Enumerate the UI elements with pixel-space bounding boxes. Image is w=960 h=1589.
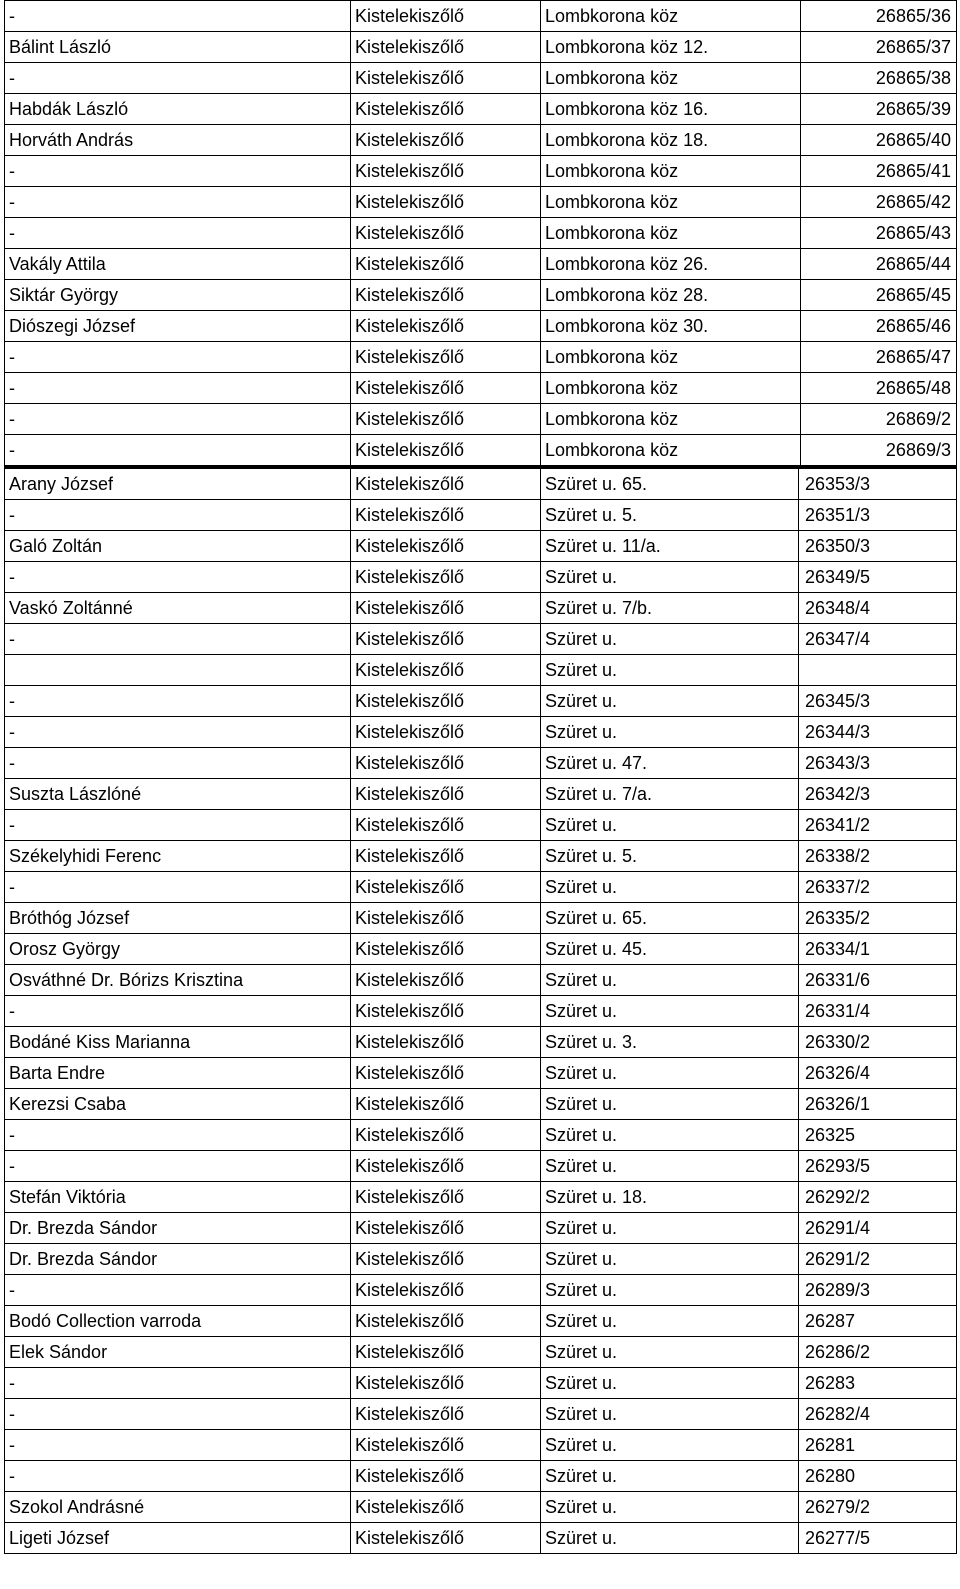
address-cell: Lombkorona köz xyxy=(541,1,801,32)
town-cell: Kistelekiszőlő xyxy=(351,63,541,94)
table-row xyxy=(5,996,957,1027)
parcel-cell: 26865/48 xyxy=(801,373,957,404)
parcel-cell: 26331/4 xyxy=(799,996,957,1027)
table-row xyxy=(5,156,957,187)
address-cell: Szüret u. xyxy=(541,1151,799,1182)
town-cell: Kistelekiszőlő xyxy=(351,1120,541,1151)
address-cell: Szüret u. xyxy=(541,1058,799,1089)
table-row xyxy=(5,32,957,63)
owner-cell: - xyxy=(5,1151,351,1182)
table-row xyxy=(5,531,957,562)
table-row xyxy=(5,94,957,125)
address-cell: Szüret u. xyxy=(541,810,799,841)
town-cell: Kistelekiszőlő xyxy=(351,934,541,965)
owner-cell: Bróthóg József xyxy=(5,903,351,934)
table-row xyxy=(5,872,957,903)
owner-cell: Habdák László xyxy=(5,94,351,125)
szuret-table xyxy=(4,468,957,1554)
town-cell: Kistelekiszőlő xyxy=(351,187,541,218)
owner-cell: - xyxy=(5,218,351,249)
town-cell: Kistelekiszőlő xyxy=(351,624,541,655)
address-cell: Lombkorona köz xyxy=(541,63,801,94)
parcel-cell: 26279/2 xyxy=(799,1492,957,1523)
town-cell: Kistelekiszőlő xyxy=(351,500,541,531)
parcel-cell: 26865/42 xyxy=(801,187,957,218)
owner-cell: Osváthné Dr. Bórizs Krisztina xyxy=(5,965,351,996)
address-cell: Lombkorona köz xyxy=(541,156,801,187)
town-cell: Kistelekiszőlő xyxy=(351,435,541,467)
address-cell: Lombkorona köz 18. xyxy=(541,125,801,156)
owner-cell: - xyxy=(5,1461,351,1492)
parcel-cell: 26291/2 xyxy=(799,1244,957,1275)
table-row xyxy=(5,311,957,342)
town-cell: Kistelekiszőlő xyxy=(351,125,541,156)
parcel-cell: 26865/38 xyxy=(801,63,957,94)
parcel-cell: 26865/36 xyxy=(801,1,957,32)
owner-cell: - xyxy=(5,373,351,404)
parcel-cell: 26277/5 xyxy=(799,1523,957,1554)
owner-cell: - xyxy=(5,404,351,435)
parcel-cell: 26865/37 xyxy=(801,32,957,63)
town-cell: Kistelekiszőlő xyxy=(351,1089,541,1120)
table-row xyxy=(5,500,957,531)
address-cell: Szüret u. xyxy=(541,1089,799,1120)
parcel-cell: 26330/2 xyxy=(799,1027,957,1058)
town-cell: Kistelekiszőlő xyxy=(351,311,541,342)
address-cell: Szüret u. xyxy=(541,1399,799,1430)
town-cell: Kistelekiszőlő xyxy=(351,156,541,187)
table-row xyxy=(5,1523,957,1554)
owner-cell: Ligeti József xyxy=(5,1523,351,1554)
parcel-cell: 26349/5 xyxy=(799,562,957,593)
town-cell: Kistelekiszőlő xyxy=(351,562,541,593)
town-cell: Kistelekiszőlő xyxy=(351,1151,541,1182)
owner-cell: Elek Sándor xyxy=(5,1337,351,1368)
parcel-cell: 26350/3 xyxy=(799,531,957,562)
owner-cell: Horváth András xyxy=(5,125,351,156)
parcel-cell: 26351/3 xyxy=(799,500,957,531)
table-row xyxy=(5,1430,957,1461)
table-row xyxy=(5,125,957,156)
table-row xyxy=(5,404,957,435)
address-cell: Szüret u. xyxy=(541,965,799,996)
owner-cell: - xyxy=(5,1430,351,1461)
owner-cell: Vaskó Zoltánné xyxy=(5,593,351,624)
address-cell: Szüret u. 18. xyxy=(541,1182,799,1213)
owner-cell: - xyxy=(5,748,351,779)
parcel-cell: 26865/40 xyxy=(801,125,957,156)
owner-cell: - xyxy=(5,1,351,32)
parcel-cell: 26291/4 xyxy=(799,1213,957,1244)
address-cell: Szüret u. xyxy=(541,686,799,717)
address-cell: Szüret u. 47. xyxy=(541,748,799,779)
table-row xyxy=(5,249,957,280)
parcel-cell: 26865/46 xyxy=(801,311,957,342)
address-cell: Szüret u. 5. xyxy=(541,500,799,531)
address-cell: Szüret u. xyxy=(541,562,799,593)
owner-cell: - xyxy=(5,342,351,373)
owner-cell: Kerezsi Csaba xyxy=(5,1089,351,1120)
address-cell: Lombkorona köz 16. xyxy=(541,94,801,125)
owner-cell: - xyxy=(5,562,351,593)
address-cell: Szüret u. xyxy=(541,996,799,1027)
parcel-cell: 26280 xyxy=(799,1461,957,1492)
town-cell: Kistelekiszőlő xyxy=(351,779,541,810)
town-cell: Kistelekiszőlő xyxy=(351,1337,541,1368)
town-cell: Kistelekiszőlő xyxy=(351,404,541,435)
parcel-cell: 26282/4 xyxy=(799,1399,957,1430)
parcel-cell: 26281 xyxy=(799,1430,957,1461)
address-cell: Szüret u. xyxy=(541,872,799,903)
parcel-cell: 26287 xyxy=(799,1306,957,1337)
address-cell: Lombkorona köz xyxy=(541,218,801,249)
table-row xyxy=(5,841,957,872)
parcel-cell: 26353/3 xyxy=(799,469,957,500)
address-cell: Lombkorona köz xyxy=(541,342,801,373)
address-cell: Lombkorona köz 28. xyxy=(541,280,801,311)
address-cell: Lombkorona köz 30. xyxy=(541,311,801,342)
town-cell: Kistelekiszőlő xyxy=(351,1368,541,1399)
address-cell: Szüret u. xyxy=(541,1244,799,1275)
town-cell: Kistelekiszőlő xyxy=(351,903,541,934)
parcel-cell: 26869/2 xyxy=(801,404,957,435)
table-row xyxy=(5,1182,957,1213)
owner-cell: - xyxy=(5,1399,351,1430)
table-row xyxy=(5,1275,957,1306)
address-cell: Szüret u. xyxy=(541,655,799,686)
address-cell: Szüret u. xyxy=(541,1337,799,1368)
address-cell: Szüret u. xyxy=(541,1492,799,1523)
owner-cell: - xyxy=(5,1275,351,1306)
town-cell: Kistelekiszőlő xyxy=(351,249,541,280)
owner-cell: - xyxy=(5,996,351,1027)
owner-cell: - xyxy=(5,624,351,655)
table-row xyxy=(5,63,957,94)
address-cell: Szüret u. 11/a. xyxy=(541,531,799,562)
town-cell: Kistelekiszőlő xyxy=(351,373,541,404)
town-cell: Kistelekiszőlő xyxy=(351,280,541,311)
table-row xyxy=(5,810,957,841)
owner-cell: Stefán Viktória xyxy=(5,1182,351,1213)
address-cell: Szüret u. 65. xyxy=(541,903,799,934)
table-row xyxy=(5,1213,957,1244)
address-cell: Szüret u. 7/b. xyxy=(541,593,799,624)
town-cell: Kistelekiszőlő xyxy=(351,469,541,500)
town-cell: Kistelekiszőlő xyxy=(351,1399,541,1430)
owner-cell: Arany József xyxy=(5,469,351,500)
parcel-cell: 26283 xyxy=(799,1368,957,1399)
parcel-cell: 26348/4 xyxy=(799,593,957,624)
owner-cell: - xyxy=(5,63,351,94)
town-cell: Kistelekiszőlő xyxy=(351,1461,541,1492)
table-row xyxy=(5,748,957,779)
table-row xyxy=(5,373,957,404)
table-row xyxy=(5,280,957,311)
parcel-cell: 26293/5 xyxy=(799,1151,957,1182)
owner-cell: Székelyhidi Ferenc xyxy=(5,841,351,872)
owner-cell: Vakály Attila xyxy=(5,249,351,280)
town-cell: Kistelekiszőlő xyxy=(351,810,541,841)
address-cell: Szüret u. xyxy=(541,717,799,748)
address-cell: Lombkorona köz 12. xyxy=(541,32,801,63)
town-cell: Kistelekiszőlő xyxy=(351,965,541,996)
parcel-cell: 26343/3 xyxy=(799,748,957,779)
owner-cell: Siktár György xyxy=(5,280,351,311)
parcel-cell: 26347/4 xyxy=(799,624,957,655)
parcel-cell: 26341/2 xyxy=(799,810,957,841)
parcel-cell: 26331/6 xyxy=(799,965,957,996)
address-cell: Szüret u. xyxy=(541,1461,799,1492)
town-cell: Kistelekiszőlő xyxy=(351,342,541,373)
table-row xyxy=(5,1337,957,1368)
owner-cell xyxy=(5,655,351,686)
town-cell: Kistelekiszőlő xyxy=(351,1213,541,1244)
parcel-cell: 26289/3 xyxy=(799,1275,957,1306)
parcel-cell: 26865/41 xyxy=(801,156,957,187)
address-cell: Szüret u. xyxy=(541,1430,799,1461)
town-cell: Kistelekiszőlő xyxy=(351,1244,541,1275)
table-row xyxy=(5,934,957,965)
owner-cell: Bálint László xyxy=(5,32,351,63)
owner-cell: - xyxy=(5,156,351,187)
town-cell: Kistelekiszőlő xyxy=(351,686,541,717)
table-row xyxy=(5,624,957,655)
table-row xyxy=(5,435,957,467)
town-cell: Kistelekiszőlő xyxy=(351,655,541,686)
table-row xyxy=(5,1120,957,1151)
parcel-cell xyxy=(799,655,957,686)
parcel-cell: 26865/45 xyxy=(801,280,957,311)
table-row xyxy=(5,593,957,624)
owner-cell: Diószegi József xyxy=(5,311,351,342)
town-cell: Kistelekiszőlő xyxy=(351,717,541,748)
address-cell: Szüret u. xyxy=(541,1275,799,1306)
owner-cell: Galó Zoltán xyxy=(5,531,351,562)
table-row xyxy=(5,187,957,218)
address-cell: Szüret u. 45. xyxy=(541,934,799,965)
address-cell: Szüret u. 5. xyxy=(541,841,799,872)
owner-cell: - xyxy=(5,810,351,841)
table-row xyxy=(5,903,957,934)
parcel-cell: 26869/3 xyxy=(801,435,957,467)
owner-cell: Orosz György xyxy=(5,934,351,965)
address-cell: Szüret u. 65. xyxy=(541,469,799,500)
parcel-cell: 26337/2 xyxy=(799,872,957,903)
table-row xyxy=(5,562,957,593)
town-cell: Kistelekiszőlő xyxy=(351,1306,541,1337)
owner-cell: - xyxy=(5,686,351,717)
address-cell: Szüret u. 7/a. xyxy=(541,779,799,810)
table-row xyxy=(5,1027,957,1058)
owner-cell: Suszta Lászlóné xyxy=(5,779,351,810)
table-row xyxy=(5,1089,957,1120)
owner-cell: - xyxy=(5,717,351,748)
town-cell: Kistelekiszőlő xyxy=(351,841,541,872)
owner-cell: - xyxy=(5,435,351,467)
town-cell: Kistelekiszőlő xyxy=(351,1182,541,1213)
table-row xyxy=(5,686,957,717)
owner-cell: - xyxy=(5,187,351,218)
owner-cell: Barta Endre xyxy=(5,1058,351,1089)
town-cell: Kistelekiszőlő xyxy=(351,531,541,562)
table-row xyxy=(5,469,957,500)
town-cell: Kistelekiszőlő xyxy=(351,218,541,249)
parcel-cell: 26292/2 xyxy=(799,1182,957,1213)
lombkorona-table-body xyxy=(5,1,957,467)
parcel-cell: 26344/3 xyxy=(799,717,957,748)
parcel-cell: 26865/47 xyxy=(801,342,957,373)
owner-cell: - xyxy=(5,1368,351,1399)
parcel-cell: 26334/1 xyxy=(799,934,957,965)
town-cell: Kistelekiszőlő xyxy=(351,1027,541,1058)
owner-cell: Dr. Brezda Sándor xyxy=(5,1213,351,1244)
parcel-cell: 26865/43 xyxy=(801,218,957,249)
town-cell: Kistelekiszőlő xyxy=(351,1,541,32)
parcel-cell: 26326/1 xyxy=(799,1089,957,1120)
town-cell: Kistelekiszőlő xyxy=(351,593,541,624)
owner-cell: Bodó Collection varroda xyxy=(5,1306,351,1337)
town-cell: Kistelekiszőlő xyxy=(351,32,541,63)
address-cell: Szüret u. xyxy=(541,1306,799,1337)
table-row xyxy=(5,1306,957,1337)
table-row xyxy=(5,1461,957,1492)
table-row xyxy=(5,779,957,810)
parcel-cell: 26326/4 xyxy=(799,1058,957,1089)
table-row xyxy=(5,1244,957,1275)
owner-cell: Bodáné Kiss Marianna xyxy=(5,1027,351,1058)
town-cell: Kistelekiszőlő xyxy=(351,1492,541,1523)
address-cell: Szüret u. xyxy=(541,624,799,655)
owner-cell: Szokol Andrásné xyxy=(5,1492,351,1523)
parcel-cell: 26342/3 xyxy=(799,779,957,810)
table-row xyxy=(5,1058,957,1089)
address-cell: Lombkorona köz xyxy=(541,187,801,218)
address-cell: Lombkorona köz xyxy=(541,435,801,467)
table-row xyxy=(5,1,957,32)
parcel-cell: 26345/3 xyxy=(799,686,957,717)
owner-cell: - xyxy=(5,1120,351,1151)
address-cell: Lombkorona köz xyxy=(541,373,801,404)
owner-cell: - xyxy=(5,500,351,531)
address-cell: Szüret u. xyxy=(541,1368,799,1399)
table-row xyxy=(5,1492,957,1523)
lombkorona-table xyxy=(4,0,957,468)
address-cell: Szüret u. xyxy=(541,1523,799,1554)
parcel-cell: 26338/2 xyxy=(799,841,957,872)
table-row xyxy=(5,717,957,748)
table-row xyxy=(5,1368,957,1399)
town-cell: Kistelekiszőlő xyxy=(351,1430,541,1461)
parcel-cell: 26865/39 xyxy=(801,94,957,125)
table-row xyxy=(5,655,957,686)
town-cell: Kistelekiszőlő xyxy=(351,872,541,903)
address-cell: Szüret u. xyxy=(541,1213,799,1244)
table-row xyxy=(5,218,957,249)
town-cell: Kistelekiszőlő xyxy=(351,1058,541,1089)
town-cell: Kistelekiszőlő xyxy=(351,996,541,1027)
town-cell: Kistelekiszőlő xyxy=(351,748,541,779)
parcel-cell: 26865/44 xyxy=(801,249,957,280)
town-cell: Kistelekiszőlő xyxy=(351,94,541,125)
parcel-cell: 26286/2 xyxy=(799,1337,957,1368)
address-cell: Szüret u. 3. xyxy=(541,1027,799,1058)
address-cell: Lombkorona köz 26. xyxy=(541,249,801,280)
parcel-cell: 26335/2 xyxy=(799,903,957,934)
table-row xyxy=(5,342,957,373)
address-cell: Szüret u. xyxy=(541,1120,799,1151)
table-row xyxy=(5,965,957,996)
owner-cell: - xyxy=(5,872,351,903)
parcel-cell: 26325 xyxy=(799,1120,957,1151)
owner-cell: Dr. Brezda Sándor xyxy=(5,1244,351,1275)
table-row xyxy=(5,1399,957,1430)
address-cell: Lombkorona köz xyxy=(541,404,801,435)
table-row xyxy=(5,1151,957,1182)
town-cell: Kistelekiszőlő xyxy=(351,1523,541,1554)
property-list-sheet xyxy=(4,0,956,1554)
town-cell: Kistelekiszőlő xyxy=(351,1275,541,1306)
szuret-table-body xyxy=(5,469,957,1554)
